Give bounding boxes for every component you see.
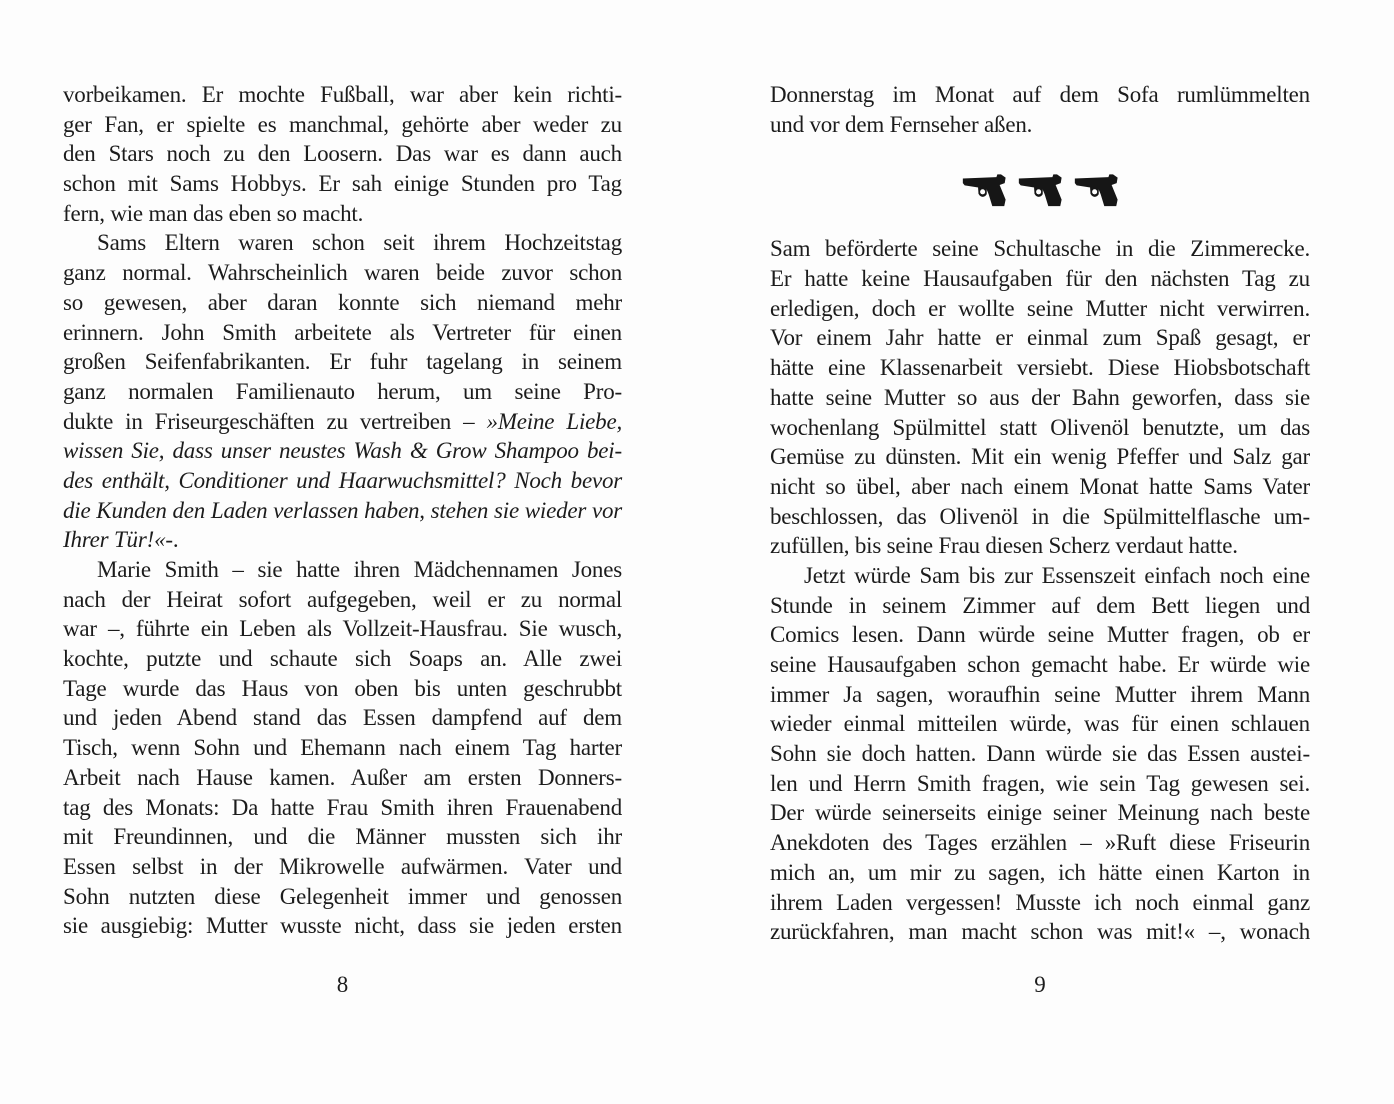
text-line: Stunde in seinem Zimmer auf dem Bett liegen und: [770, 592, 1311, 618]
text-line: Anekdoten des Tages erzählen – »Ruft diese Friseurin: [770, 830, 1311, 856]
text-line: den Stars noch zu den Loosern. Das war es dann auch: [63, 141, 622, 167]
text-line: Er hatte keine Hausaufgaben für den nächsten Tag zu: [770, 266, 1310, 292]
text-line: Essen selbst in der Mikrowelle aufwärmen. Vater und: [63, 853, 622, 879]
text-line: mit Freundinnen, und die Männer mussten sich ihr: [63, 824, 622, 850]
page-8-text: [63, 80, 622, 941]
section-divider: [770, 139, 1310, 234]
text-line: tag des Monats: Da hatte Frau Smith ihren Frauenabend: [63, 794, 623, 820]
text-line: wochenlang Spülmittel statt Olivenöl benutzte, um das: [770, 414, 1311, 440]
text-line: ihrem Laden vergessen! Musste ich noch einmal ganz: [770, 889, 1310, 915]
text-line: Sams Eltern waren schon seit ihrem Hochzeitstag: [97, 230, 622, 256]
text-line: so gewesen, aber daran konnte sich niemand mehr: [63, 289, 622, 315]
text-line: schon mit Sams Hobbys. Er sah einige Stunden pro Tag: [63, 171, 622, 197]
page-9-text-bottom: [770, 234, 1310, 947]
page-number-left: 8: [336, 972, 349, 997]
text-line: Sohn sie doch hatten. Dann würde sie das Essen austei-: [770, 741, 1310, 767]
text-line: großen Seifenfabrikanten. Er fuhr tagelang in seinem: [63, 349, 622, 375]
text-line: Sam beförderte seine Schultasche in die Zimmerecke.: [770, 236, 1311, 262]
text-line: nicht so übel, aber nach einem Monat hatte Sams Vater: [770, 473, 1311, 499]
text-line: und vor dem Fernseher aßen.: [770, 111, 1033, 137]
text-line: Tage wurde das Haus von oben bis unten geschrubbt: [63, 675, 622, 701]
text-line: len und Herrn Smith fragen, wie sein Tag gewesen sei.: [770, 770, 1311, 796]
pistol-icon: [1017, 172, 1063, 208]
text-line: nach der Heirat sofort aufgegeben, weil er zu normal: [63, 586, 623, 612]
page-8: [63, 80, 623, 997]
text-line: des enthält, Conditioner und Haarwuchsmittel? Noch bevor: [63, 467, 623, 493]
text-line: ger Fan, er spielte es manchmal, gehörte aber weder zu: [63, 111, 622, 137]
text-line: wieder einmal mitteilen würde, was für einen schlauen: [770, 711, 1310, 737]
text-line: wissen Sie, dass unser neustes Wash & Grow Shampoo bei-: [63, 438, 622, 464]
text-line: Donnerstag im Monat auf dem Sofa rumlümmelten: [770, 82, 1310, 107]
text-line: Arbeit nach Hause kamen. Außer am ersten Donners-: [63, 764, 622, 790]
text-line: vorbeikamen. Er mochte Fußball, war aber kein richti-: [63, 82, 623, 107]
text-line: Vor einem Jahr hatte er einmal zum Spaß gesagt, er: [770, 325, 1310, 351]
text-line: sie ausgiebig: Mutter wusste nicht, dass sie jeden ersten: [63, 913, 622, 939]
text-line: beschlossen, das Olivenöl in die Spülmittelflasche um-: [770, 503, 1311, 529]
text-line: ganz normal. Wahrscheinlich waren beide zuvor schon: [63, 260, 623, 286]
text-line: Der würde seinerseits einige seiner Meinung nach beste: [770, 800, 1310, 826]
text-line: kochte, putzte und schaute sich Soaps an. Alle zwei: [63, 646, 623, 672]
text-line: hätte eine Klassenarbeit versiebt. Diese Hiobsbotschaft: [770, 355, 1311, 381]
text-line: und jeden Abend stand das Essen dampfend auf dem: [63, 705, 622, 731]
text-line: seine Hausaufgaben schon gemacht habe. Er würde wie: [770, 652, 1310, 677]
text-line: Tisch, wenn Sohn und Ehemann nach einem Tag harter: [63, 735, 623, 761]
page-9: [770, 80, 1311, 997]
text-line: zurückfahren, man macht schon was mit!« –, wonach: [770, 919, 1311, 945]
text-line: ganz normalen Familienauto herum, um seine Pro-: [63, 378, 622, 404]
text-line: Marie Smith – sie hatte ihren Mädchennamen Jones: [97, 557, 622, 582]
text-line: Comics lesen. Dann würde seine Mutter fragen, ob er: [770, 622, 1310, 648]
text-line: hatte seine Mutter so aus der Bahn geworfen, dass sie: [770, 384, 1310, 410]
pistol-icon: [1073, 172, 1119, 208]
text-line: erledigen, doch er wollte seine Mutter nicht verwirren.: [770, 295, 1310, 321]
text-line: Ihrer Tür!«-.: [63, 527, 179, 553]
text-line: Jetzt würde Sam bis zur Essenszeit einfach noch eine: [804, 562, 1311, 588]
text-line: Sohn nutzten diese Gelegenheit immer und genossen: [63, 883, 622, 909]
text-line: erinnern. John Smith arbeitete als Vertreter für einen: [63, 319, 622, 345]
page-9-text-top: [770, 80, 1310, 139]
text-line: dukte in Friseurgeschäften zu vertreiben – »Meine Liebe,: [63, 408, 623, 434]
text-line: war –, führte ein Leben als Vollzeit-Hausfrau. Sie wusch,: [63, 616, 623, 642]
text-line: Gemüse zu dünsten. Mit ein wenig Pfeffer und Salz gar: [770, 444, 1311, 470]
text-line: mich an, um mir zu sagen, ich hätte einen Karton in: [770, 859, 1310, 885]
text-line: immer Ja sagen, woraufhin seine Mutter ihrem Mann: [770, 681, 1311, 707]
text-line: die Kunden den Laden verlassen haben, stehen sie wieder vor: [63, 497, 623, 523]
text-line: fern, wie man das eben so macht.: [63, 200, 364, 226]
page-number-right: 9: [1034, 972, 1046, 997]
text-line: zufüllen, bis seine Frau diesen Scherz verdaut hatte.: [770, 533, 1238, 559]
pistol-icon: [961, 172, 1007, 208]
